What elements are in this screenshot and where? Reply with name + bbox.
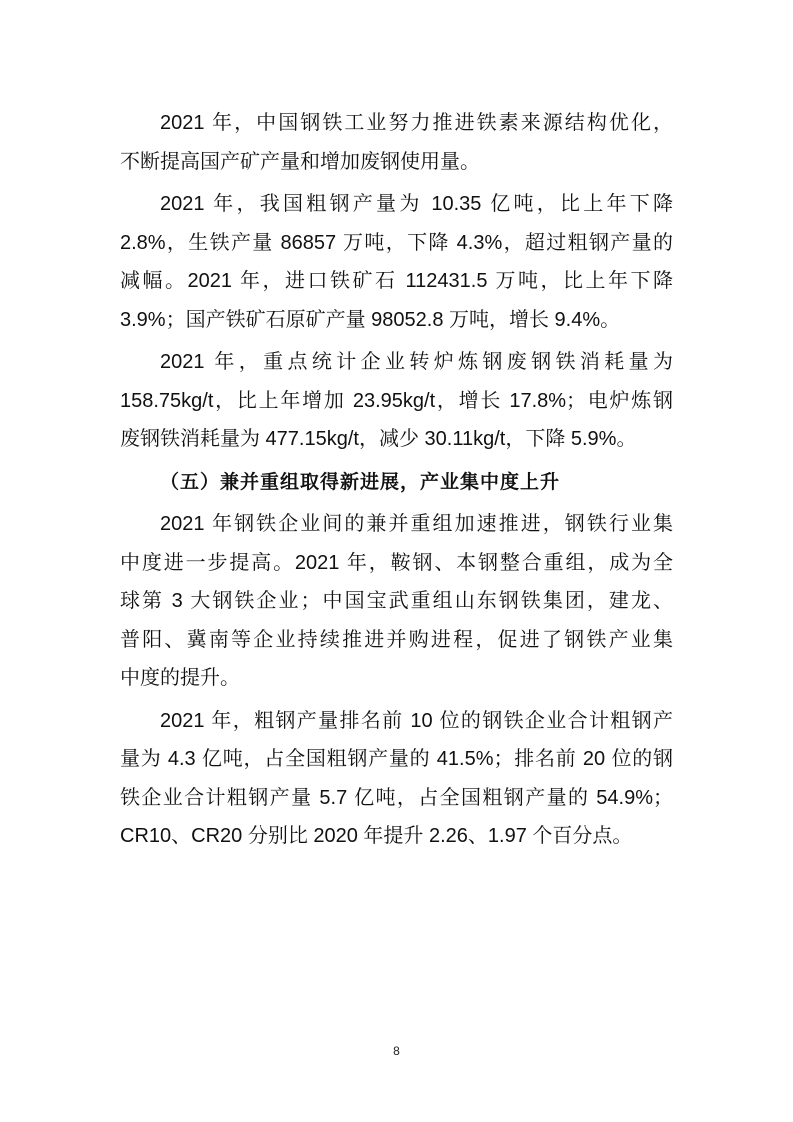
paragraph-line: 2021 年，我国粗钢产量为 10.35 亿吨，比上年下降 — [160, 193, 673, 215]
paragraph-line: 减幅。2021 年，进口铁矿石 112431.5 万吨，比上年下降 — [120, 270, 673, 292]
paragraph-line: 普阳、冀南等企业持续推进并购进程，促进了钢铁产业集 — [120, 628, 673, 651]
paragraph-iron-sources — [120, 104, 673, 181]
paragraph-line: 铁企业合计粗钢产量 5.7 亿吨，占全国粗钢产量的 54.9%； — [120, 786, 673, 809]
paragraph-line: 不断提高国产矿产量和增加废钢使用量。 — [120, 150, 480, 173]
paragraph-line: 2021 年，中国钢铁工业努力推进铁素来源结构优化， — [160, 112, 673, 134]
paragraph-concentration — [120, 702, 673, 856]
paragraph-crude-steel-output — [120, 185, 673, 339]
paragraph-line: 3.9%；国产铁矿石原矿产量 98052.8 万吨，增长 9.4%。 — [120, 308, 621, 331]
paragraph-line: 2021 年，粗钢产量排名前 10 位的钢铁企业合计粗钢产 — [160, 709, 673, 732]
section-heading: （五）兼并重组取得新进展，产业集中度上升 — [160, 470, 561, 493]
paragraph-line: 量为 4.3 亿吨，占全国粗钢产量的 41.5%；排名前 20 位的钢 — [120, 748, 673, 770]
paragraph-line: 2.8%，生铁产量 86857 万吨，下降 4.3%，超过粗钢产量的 — [120, 231, 673, 254]
paragraph-line: 中度的提升。 — [120, 667, 240, 689]
paragraph-line: 2021 年钢铁企业间的兼并重组加速推进，钢铁行业集 — [160, 513, 673, 535]
paragraph-line: 球第 3 大钢铁企业；中国宝武重组山东钢铁集团，建龙、 — [120, 590, 673, 612]
paragraph-line: 2021 年，重点统计企业转炉炼钢废钢铁消耗量为 — [160, 351, 673, 373]
paragraph-line: 中度进一步提高。2021 年，鞍钢、本钢整合重组，成为全 — [120, 551, 673, 574]
paragraph-line: 158.75kg/t，比上年增加 23.95kg/t，增长 17.8%；电炉炼钢 — [120, 389, 673, 412]
page-number: 8 — [393, 1044, 400, 1058]
paragraph-line: CR10、CR20 分别比 2020 年提升 2.26、1.97 个百分点。 — [120, 825, 633, 847]
document-body — [120, 104, 673, 860]
paragraph-scrap-consumption — [120, 343, 673, 459]
paragraph-line: 废钢铁消耗量为 477.15kg/t，减少 30.11kg/t，下降 5.9%。 — [120, 428, 637, 450]
paragraph-mergers — [120, 505, 673, 698]
